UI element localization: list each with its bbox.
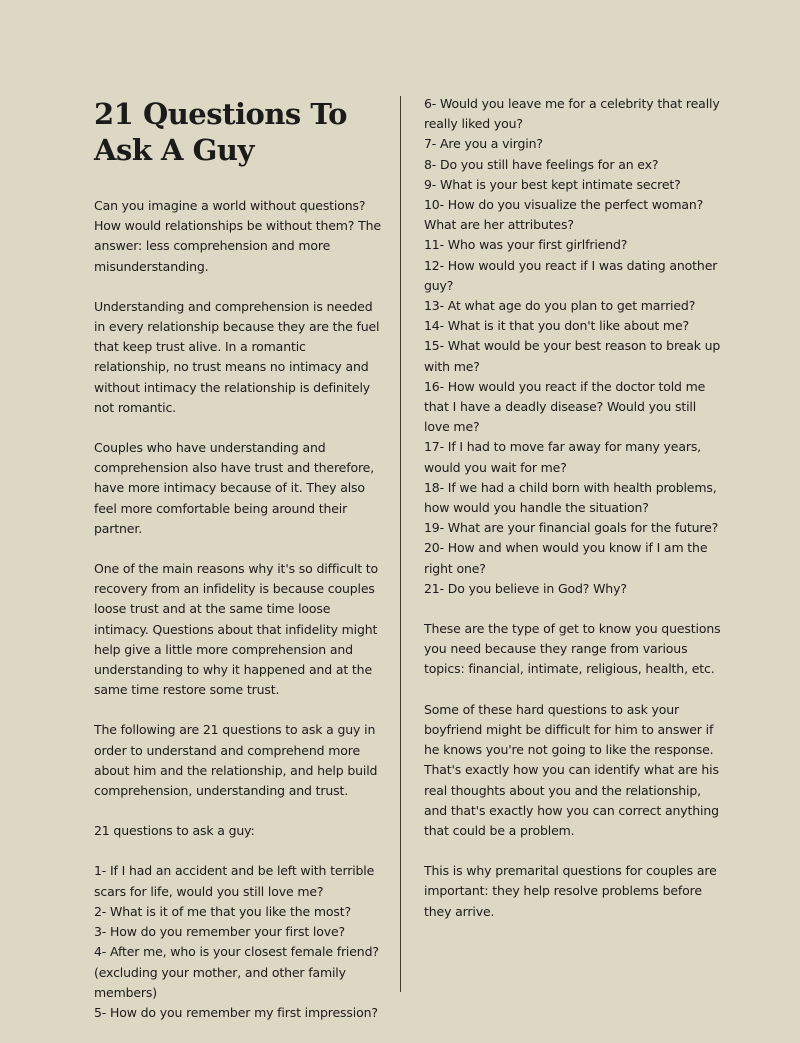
question-item: 4- After me, who is your closest female friend? (excluding your mother, and other family members) xyxy=(94,944,379,1000)
question-item: 1- If I had an accident and be left with terrible scars for life, would you still love me? xyxy=(94,863,375,899)
question-item: 2- What is it of me that you like the most? xyxy=(94,903,352,919)
question-item: 3- How do you remember your first love? xyxy=(94,924,345,940)
list-heading: 21 questions to ask a guy: xyxy=(94,823,255,839)
question-item: 10- How do you visualize the perfect woman? What are her attributes? xyxy=(424,197,704,233)
body-paragraph: These are the type of get to know you questions you need because they range from various topics: financial, intimate, religious, health, etc. xyxy=(424,621,721,677)
question-item: 18- If we had a child born with health problems, how would you handle the situation? xyxy=(424,479,717,516)
question-item: 12- How would you react if I was dating another guy? xyxy=(424,257,718,293)
left-column xyxy=(94,96,384,1043)
body-paragraph: Couples who have understanding and comprehension also have trust and therefore, have more intimacy because of it. They also feel more comfortable being around their partner. xyxy=(94,440,375,536)
intro-paragraph: Can you imagine a world without questions? How would relationships be without them? The answer: less comprehension and more misunderstanding. xyxy=(94,198,381,274)
question-item: 8- Do you still have feelings for an ex? xyxy=(424,156,659,172)
page-title: 21 Questions To Ask A Guy xyxy=(94,97,347,167)
column-divider xyxy=(400,96,401,992)
question-item: 21- Do you believe in God? Why? xyxy=(424,580,627,596)
question-list-left xyxy=(94,861,384,1023)
question-item: 6- Would you leave me for a celebrity that really really liked you? xyxy=(424,96,720,132)
question-item: 17- If I had to move far away for many years, would you wait for me? xyxy=(424,439,702,475)
question-item: 11- Who was your first girlfriend? xyxy=(424,237,628,253)
question-list-right xyxy=(424,94,724,599)
closing-paragraph: This is why premarital questions for couples are important: they help resolve problems before they arrive. xyxy=(424,863,717,919)
question-item: 9- What is your best kept intimate secret? xyxy=(424,176,681,192)
question-item: 5- How do you remember my first impression? xyxy=(94,1004,378,1020)
question-item: 13- At what age do you plan to get married? xyxy=(424,298,696,314)
question-item: 15- What would be your best reason to break up with me? xyxy=(424,338,721,374)
body-paragraph: The following are 21 questions to ask a guy in order to understand and comprehend more about him and the relationship, and help build comprehension, understanding and trust. xyxy=(94,722,378,799)
body-paragraph: Understanding and comprehension is needed in every relationship because they are the fuel that keep trust alive. In a romantic relationship, no trust means no intimacy and without intimacy the relationship is definitely not romantic. xyxy=(94,298,380,415)
body-paragraph: One of the main reasons why it's so difficult to recovery from an infidelity is because couples loose trust and at the same time loose intimacy. Questions about that infidelity might help give a little more comprehension and understanding to why it happened and at the same time restore some trust. xyxy=(94,561,379,698)
question-item: 20- How and when would you know if I am the right one? xyxy=(424,540,708,576)
question-item: 16- How would you react if the doctor told me that I have a deadly disease? Would you still love me? xyxy=(424,378,706,435)
body-paragraph: Some of these hard questions to ask your boyfriend might be difficult for him to answer if he knows you're not going to like the response. That's exactly how you can identify what are his real thoughts about you and the relationship, and that's exactly how you can correct anything that could be a problem. xyxy=(424,701,719,838)
question-item: 7- Are you a virgin? xyxy=(424,136,543,152)
question-item: 14- What is it that you don't like about me? xyxy=(424,318,689,334)
question-item: 19- What are your financial goals for the future? xyxy=(424,520,719,536)
right-column xyxy=(424,94,724,942)
